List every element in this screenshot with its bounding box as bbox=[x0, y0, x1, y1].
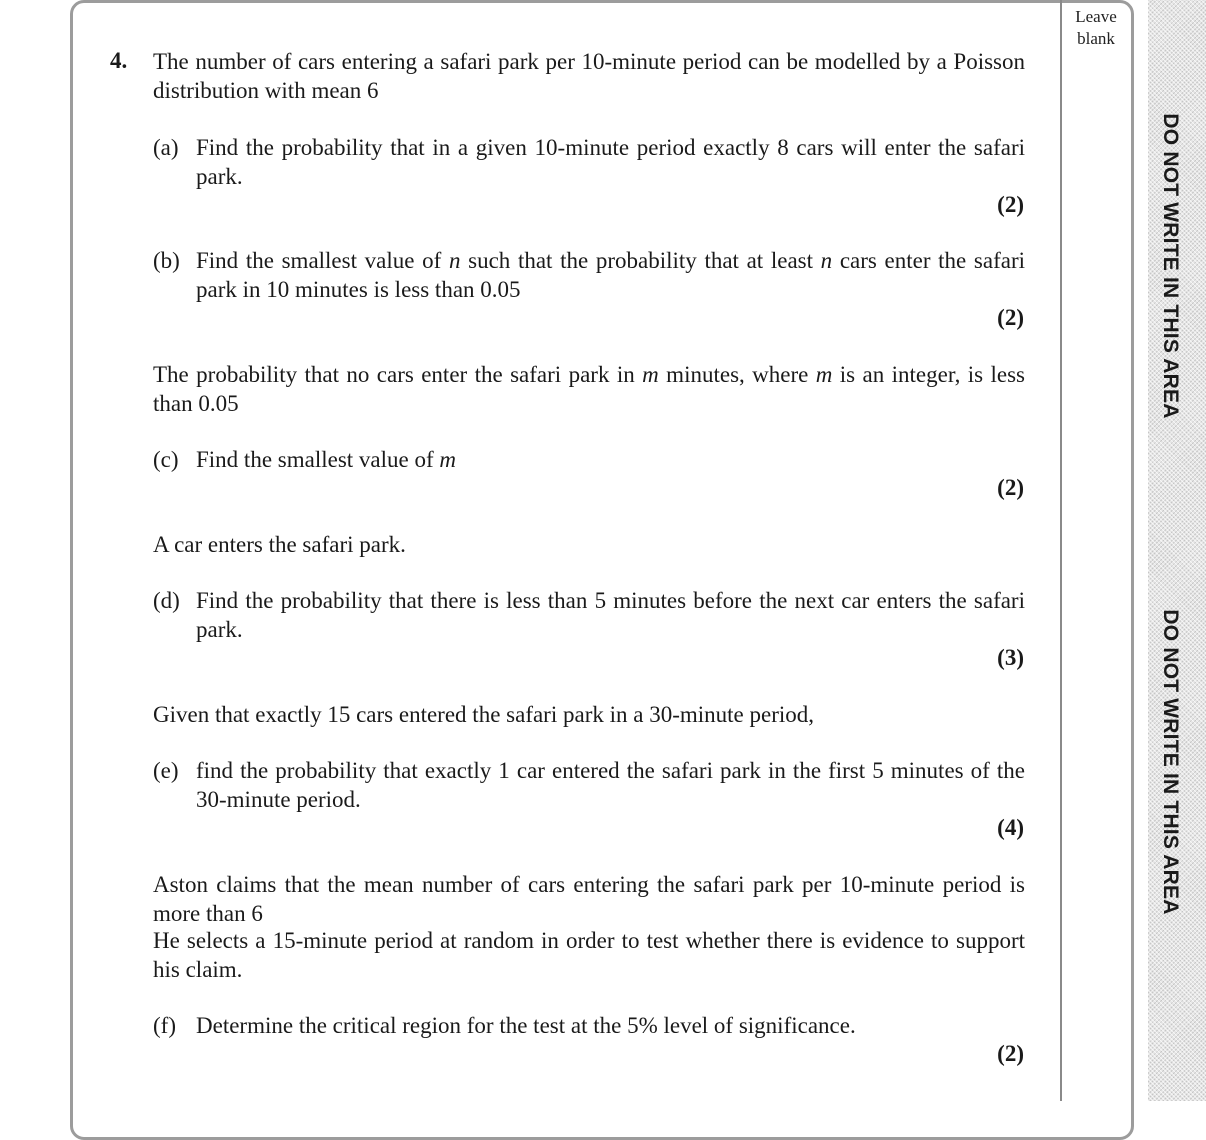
part-b-var-n-1: n bbox=[448, 248, 461, 273]
part-b-text bbox=[196, 247, 1025, 304]
part-d-label: (d) bbox=[153, 588, 180, 613]
question-intro: The number of cars entering a safari park per 10-minute period can be modelled by a Poisson distribution with mean 6 bbox=[153, 49, 1025, 103]
question-number: 4. bbox=[110, 48, 128, 73]
stem-d: A car enters the safari park. bbox=[153, 532, 406, 557]
do-not-write-text-bottom: DO NOT WRITE IN THIS AREA bbox=[1159, 609, 1182, 915]
stem-c bbox=[153, 361, 1025, 418]
stem-c-text-1: The probability that no cars enter the safari park in bbox=[153, 362, 643, 387]
part-c-marks: (2) bbox=[997, 475, 1024, 500]
part-d-text: Find the probability that there is less than 5 minutes before the next car enters the safari park. bbox=[196, 588, 1025, 642]
part-c-var-m: m bbox=[439, 447, 457, 472]
part-b-text-1: Find the smallest value of bbox=[196, 248, 449, 273]
part-b-marks: (2) bbox=[997, 305, 1024, 330]
part-d-marks: (3) bbox=[997, 645, 1024, 670]
stem-c-text-3: is an integer, is less than 0.05 bbox=[153, 362, 1025, 416]
part-b-text-3: cars enter the safari park in 10 minutes is less than 0.05 bbox=[196, 248, 1025, 302]
part-e-label: (e) bbox=[153, 758, 179, 783]
stem-e: Given that exactly 15 cars entered the safari park in a 30-minute period, bbox=[153, 702, 814, 727]
part-c-text-main: Find the smallest value of bbox=[196, 447, 440, 472]
stem-f-method: He selects a 15-minute period at random in order to test whether there is evidence to support his claim. bbox=[153, 928, 1025, 982]
part-a-text: Find the probability that in a given 10-minute period exactly 8 cars will enter the safari park. bbox=[196, 135, 1025, 189]
part-f-label: (f) bbox=[153, 1013, 176, 1038]
leave-blank-line-2: blank bbox=[1077, 29, 1115, 48]
part-a-label: (a) bbox=[153, 135, 179, 160]
part-b-label: (b) bbox=[153, 248, 180, 273]
part-b-text-2: such that the probability that at least bbox=[460, 248, 821, 273]
part-c-text bbox=[196, 446, 1025, 475]
leave-blank-line-1: Leave bbox=[1075, 7, 1117, 26]
stem-c-text-2: minutes, where bbox=[658, 362, 816, 387]
margin-divider bbox=[1060, 0, 1062, 1101]
part-a-marks: (2) bbox=[997, 192, 1024, 217]
part-f-marks: (2) bbox=[997, 1041, 1024, 1066]
part-e-marks: (4) bbox=[997, 815, 1024, 840]
stem-c-var-m-2: m bbox=[815, 362, 833, 387]
leave-blank-label bbox=[1068, 6, 1124, 50]
stem-f-claim: Aston claims that the mean number of cars entering the safari park per 10-minute period is more than 6 bbox=[153, 872, 1025, 926]
part-e-text: find the probability that exactly 1 car entered the safari park in the first 5 minutes of the 30-minute period. bbox=[196, 758, 1025, 812]
do-not-write-text-top: DO NOT WRITE IN THIS AREA bbox=[1159, 113, 1182, 419]
part-b-var-n-2: n bbox=[820, 248, 833, 273]
stem-c-var-m-1: m bbox=[642, 362, 659, 387]
part-c-label: (c) bbox=[153, 447, 179, 472]
part-f-text: Determine the critical region for the test at the 5% level of significance. bbox=[196, 1013, 856, 1038]
